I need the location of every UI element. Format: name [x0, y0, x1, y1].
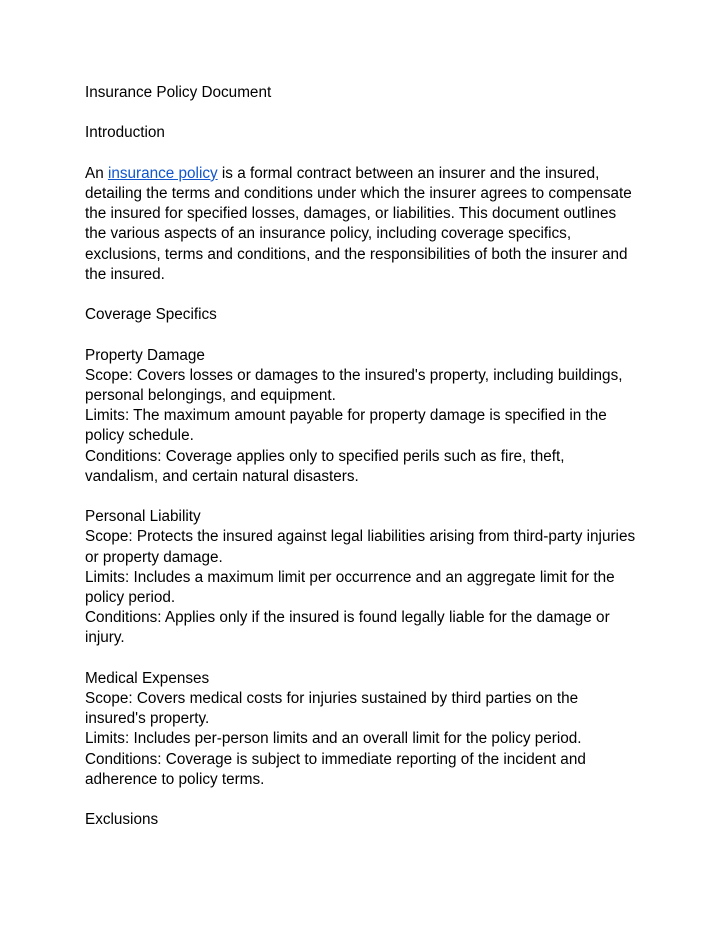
introduction-paragraph — [85, 164, 645, 285]
coverage-heading: Coverage Specifics — [85, 306, 217, 324]
exclusions-heading: Exclusions — [85, 811, 159, 829]
section-line: Scope: Covers losses or damages to the insured's property, including buildings, — [85, 366, 623, 384]
introduction-line: detailing the terms and conditions under which the insurer agrees to compensate — [85, 184, 632, 202]
spacer — [85, 285, 645, 305]
document-title: Insurance Policy Document — [85, 84, 272, 101]
introduction-line: the various aspects of an insurance policy, including coverage specifics, — [85, 225, 572, 243]
section-line: policy schedule. — [85, 427, 194, 445]
section-line: or property damage. — [85, 548, 223, 566]
spacer — [85, 487, 645, 507]
introduction-line: the insured. — [85, 265, 165, 283]
section-line: Scope: Covers medical costs for injuries sustained by third parties on the — [85, 690, 579, 707]
coverage-section-property-damage — [85, 346, 645, 487]
spacer — [85, 649, 645, 669]
coverage-section-medical-expenses — [85, 669, 645, 790]
document-page — [85, 83, 645, 830]
spacer — [85, 325, 645, 345]
section-line: Conditions: Applies only if the insured is found legally liable for the damage or — [85, 609, 610, 627]
section-line: Limits: Includes a maximum limit per occurrence and an aggregate limit for the — [85, 568, 615, 586]
section-line: adherence to policy terms. — [85, 770, 265, 788]
section-line: Scope: Protects the insured against legal liabilities arising from third-party injuries — [85, 528, 636, 546]
section-heading: Property Damage — [85, 346, 205, 364]
spacer — [85, 144, 645, 164]
insurance-policy-link[interactable]: insurance policy — [107, 164, 218, 182]
section-line: Conditions: Coverage is subject to immediate reporting of the incident and — [85, 750, 586, 768]
introduction-line-rest: is a formal contract between an insurer and the insured, — [221, 164, 600, 182]
introduction-heading: Introduction — [85, 124, 165, 142]
introduction-line: the insured for specified losses, damages, or liabilities. This document outlines — [85, 205, 617, 223]
section-line: insured's property. — [85, 710, 210, 728]
section-line: Conditions: Coverage applies only to specified perils such as fire, theft, — [85, 447, 565, 465]
introduction-line — [85, 164, 645, 184]
section-heading: Personal Liability — [85, 508, 201, 526]
section-line: personal belongings, and equipment. — [85, 386, 336, 404]
introduction-lead-word: An — [85, 164, 104, 182]
spacer — [85, 103, 645, 123]
spacer — [85, 790, 645, 810]
section-line: vandalism, and certain natural disasters. — [85, 467, 359, 485]
coverage-section-personal-liability — [85, 507, 645, 648]
section-heading: Medical Expenses — [85, 669, 210, 687]
introduction-line: exclusions, terms and conditions, and the responsibilities of both the insurer and — [85, 245, 628, 263]
section-line: policy period. — [85, 589, 176, 606]
section-line: injury. — [85, 629, 125, 647]
section-line: Limits: Includes per-person limits and an overall limit for the policy period. — [85, 730, 582, 748]
section-line: Limits: The maximum amount payable for property damage is specified in the — [85, 407, 607, 425]
